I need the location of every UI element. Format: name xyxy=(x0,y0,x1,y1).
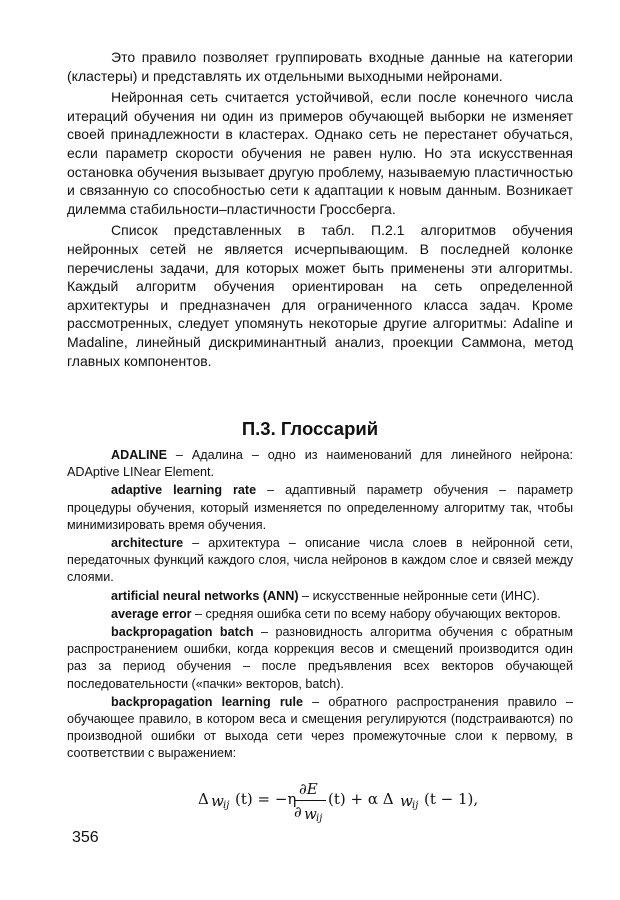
glossary-term: adaptive learning rate xyxy=(111,483,257,498)
weight-update-formula xyxy=(198,778,479,826)
fraction-bar xyxy=(294,800,326,801)
page-number: 356 xyxy=(72,829,99,846)
glossary-entry xyxy=(67,535,573,587)
glossary-definition: – искусственные нейронные сети (ИНС). xyxy=(298,588,540,603)
formula-weight-symbol: w xyxy=(304,805,317,823)
glossary-definition: – адаптивный параметр обучения – параметр процедуры обучения, который изменяется по определенному алгоритму так, чтобы минимизировать время обучения. xyxy=(67,483,573,532)
formula-lhs-rest: (t) = −η xyxy=(235,790,297,808)
glossary-entry xyxy=(67,447,573,481)
glossary-term: architecture xyxy=(111,536,184,551)
glossary-entry xyxy=(67,624,573,693)
formula-rhs-part: (t) + α Δ xyxy=(328,790,394,808)
glossary-entry xyxy=(67,588,573,605)
formula-delta: Δ xyxy=(198,790,209,808)
glossary-term: backpropagation learning rule xyxy=(111,694,303,709)
body-text xyxy=(67,48,573,373)
glossary-entry xyxy=(67,694,573,763)
glossary-entry xyxy=(67,482,573,534)
section-heading: П.3. Глоссарий xyxy=(241,418,379,439)
glossary-definition: – разновидность алгоритма обучения с обратным распространением ошибки, когда коррекция весов и смещений производится один раз за период обучения – после предъявления всех векторов обучающей последовательности («пачки» векторов, batch). xyxy=(67,625,573,691)
formula-weight-symbol: w xyxy=(211,792,224,810)
glossary-definition: – Адалина – одно из наименований для линейного нейрона: ADAptive LINear Element. xyxy=(67,448,573,480)
paragraph: Нейронная сеть считается устойчивой, если после конечного числа итераций обучения ни один из примеров обучающей выборки не изменяет своей принадлежности в кластерах. Однако сеть не перестанет обучаться, если параметр скорости обучения не равен нулю. Но эта искусственная остановка обучения вызывает другую проблему, называемую пластичностью и связанную со способностью сети к адаптации к новым данным. Возникает дилемма стабильности–пластичности Гроссберга. xyxy=(67,89,573,217)
glossary-entry xyxy=(67,606,573,623)
formula-weight-symbol: w xyxy=(400,792,413,810)
glossary-term: ADALINE xyxy=(111,448,167,462)
glossary-term: backpropagation batch xyxy=(111,625,254,640)
glossary-list xyxy=(67,447,573,764)
formula-subscript: ij xyxy=(316,813,323,824)
glossary-definition: – средняя ошибка сети по всему набору обучающих векторов. xyxy=(191,606,561,621)
paragraph: Это правило позволяет группировать входные данные на категории (кластеры) и представлять их отдельными выходными нейронами. xyxy=(67,49,573,84)
formula-numerator: ∂E xyxy=(299,780,318,798)
glossary-term: average error xyxy=(111,606,192,621)
glossary-definition: – архитектура – описание числа слоев в нейронной сети, передаточных функций каждого слоя, числа нейронов в каждом слое и связей между слоями. xyxy=(67,536,573,585)
formula-subscript: ij xyxy=(412,800,419,811)
glossary-term: artificial neural networks (ANN) xyxy=(111,588,299,603)
formula-partial-symbol: ∂ xyxy=(294,803,302,821)
paragraph: Список представленных в табл. П.2.1 алгоритмов обучения нейронных сетей не является исчерпывающим. В последней колонке перечислены задачи, для которых может быть применены эти алгоритмы. Каждый алгоритм обучения ориентирован на сеть определенной архитектуры и предназначен для ограниченного класса задач. Кроме рассмотренных, следует упомянуть некоторые другие алгоритмы: Adaline и Madaline, линейный дискриминантный анализ, проекции Саммона, метод главных компонентов. xyxy=(67,222,573,369)
formula-rhs-end: (t − 1), xyxy=(424,790,479,808)
formula-subscript: ij xyxy=(223,800,230,811)
glossary-definition: – обратного распространения правило – обучающее правило, в котором веса и смещения регулируются (подстраиваются) по производной ошибки от выхода сети через промежуточные слои к первому, в соответствии с выражением: xyxy=(67,694,573,761)
